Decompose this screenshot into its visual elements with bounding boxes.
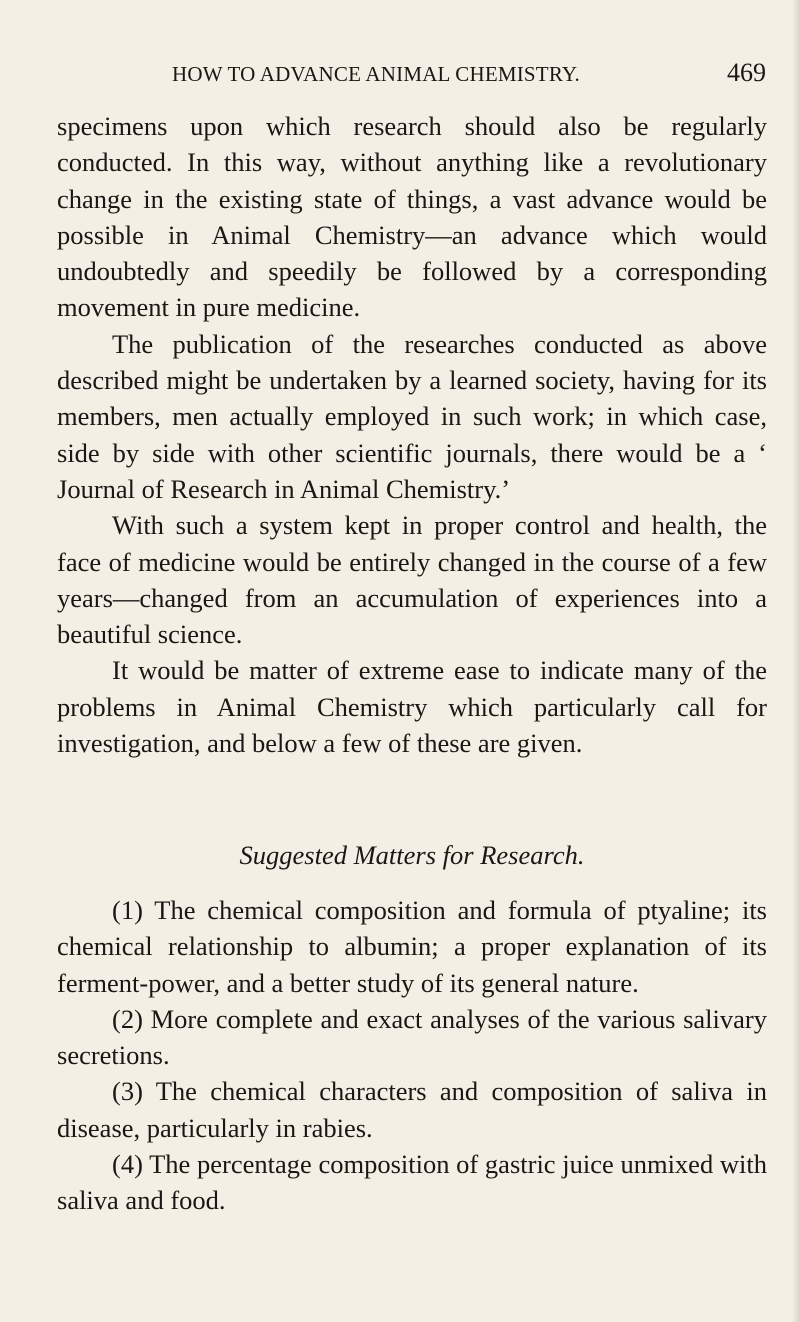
paragraph-publication: The publication of the researches conducted as above described might be undertaken by a learned society, having for its members, men actually employed in such work; in which case, side by side with other scientific journals, there would be a ‘ Journal of Research in Animal Chemistry.’ (57, 328, 767, 504)
running-head (172, 58, 766, 92)
research-item: (2) More complete and exact analyses of the various salivary secretions. (57, 1003, 767, 1071)
paragraph-continuation: specimens upon which research should also be regularly conducted. In this way, without anything like a revolutionary change in the existing state of things, a vast advance would be possible in Animal Chemistry—an advance which would undoubtedly and speedily be followed by a corresponding movement in pure medicine. (57, 111, 767, 323)
research-item: (1) The chemical composition and formula of ptyaline; its chemical relationship to albumin; a proper explanation of its ferment-power, and a better study of its general nature. (57, 895, 767, 998)
research-item: (4) The percentage composition of gastric juice unmixed with saliva and food. (57, 1149, 767, 1216)
running-title: HOW TO ADVANCE ANIMAL CHEMISTRY. (172, 62, 580, 86)
page-number: 469 (727, 58, 766, 87)
body-text (57, 108, 767, 761)
page-edge-shadow (792, 0, 800, 1322)
research-items-list (57, 892, 767, 1219)
paragraph-system: With such a system kept in proper control and health, the face of medicine would be entirely changed in the course of a few years—changed from an accumulation of experiences into a beautiful science. (57, 510, 767, 650)
paragraph-problems: It would be matter of extreme ease to indicate many of the problems in Animal Chemistry which particularly call for investigation, and below a few of these are given. (57, 655, 767, 759)
section-heading: Suggested Matters for Research. (239, 840, 585, 870)
research-item: (3) The chemical characters and composition of saliva in disease, particularly in rabies. (57, 1076, 767, 1143)
